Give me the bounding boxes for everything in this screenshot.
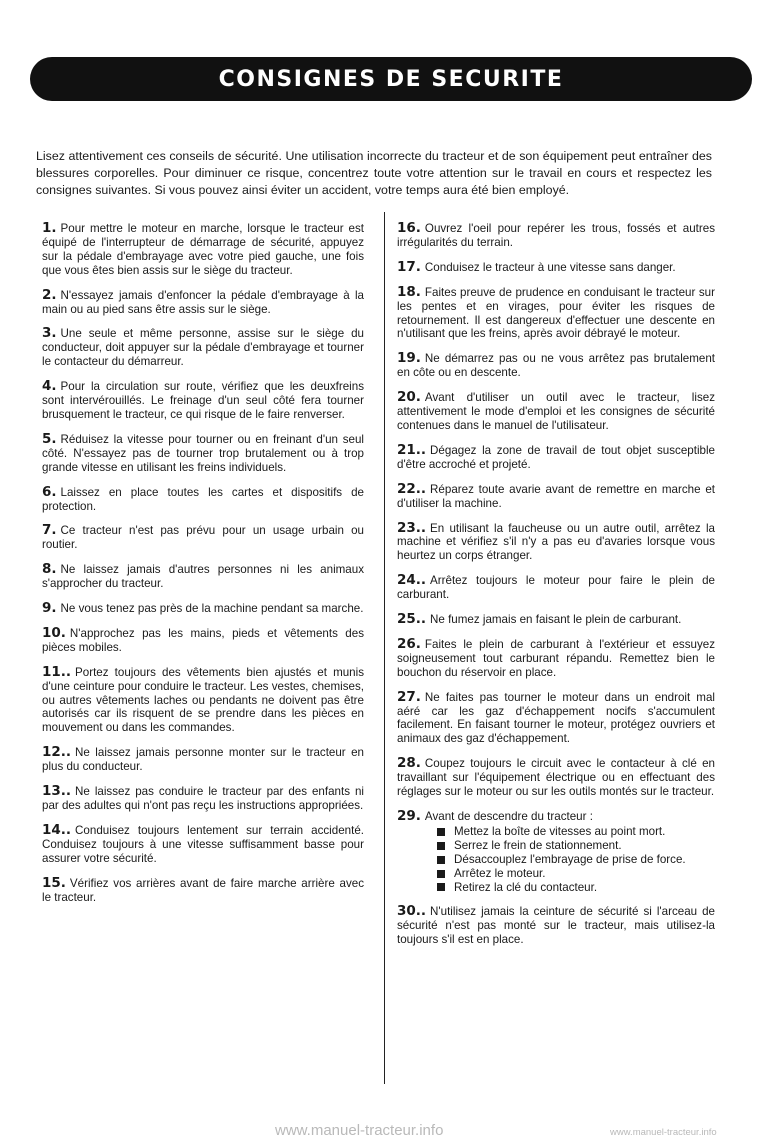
item-text: Conduisez toujours lentement sur terrain accidenté. Conduisez toujours à une vitesse suffisamment basse pour assurer votre sécurité. <box>42 823 364 865</box>
bullet-text: Mettez la boîte de vitesses au point mort. <box>454 824 666 838</box>
item-number: 24.. <box>397 572 427 589</box>
safety-item <box>42 663 364 736</box>
item-text: Ne laissez jamais d'autres personnes ni les animaux s'approcher du tracteur. <box>42 563 364 591</box>
safety-item <box>397 688 715 747</box>
safety-item <box>42 624 364 655</box>
bullet-list <box>397 825 715 895</box>
item-text: Faites le plein de carburant à l'extérieur et essuyez soigneusement tout carburant répandu. Remettez bien le bouchon du réservoir en place. <box>397 637 715 679</box>
item-text: Faites preuve de prudence en conduisant le tracteur sur les pentes et en virages, pour éviter les risques de retournement. Il est dangereux d'effectuer une descente en n'utilisant que les freins, après avoir débrayé le moteur. <box>397 285 715 341</box>
item-text: Avant d'utiliser un outil avec le tracteur, lisez attentivement le mode d'emploi et les consignes de sécurité contenues dans le manuel de l'utilisateur. <box>397 391 715 432</box>
square-bullet-icon <box>437 842 445 850</box>
safety-item <box>42 483 364 514</box>
item-text: Ce tracteur n'est pas prévu pour un usage urbain ou routier. <box>42 524 364 552</box>
item-number: 14.. <box>42 821 72 838</box>
item-number: 21.. <box>397 441 427 458</box>
column-divider <box>384 212 385 1084</box>
safety-item <box>42 430 364 475</box>
safety-item <box>397 905 715 947</box>
item-text: N'utilisez jamais la ceinture de sécurité si l'arceau de sécurité n'est pas monté sur le tracteur, mais utilisez-la toujours s'il est en place. <box>397 905 715 947</box>
item-text: N'essayez jamais d'enfoncer la pédale d'embrayage à la main ou au pied sans être assis sur le siège. <box>42 288 364 316</box>
safety-item <box>397 352 715 380</box>
item-text: Ne vous tenez pas près de la machine pendant sa marche. <box>60 602 364 616</box>
safety-item <box>397 519 715 564</box>
item-number: 26. <box>397 635 421 652</box>
intro-paragraph: Lisez attentivement ces conseils de sécurité. Une utilisation incorrecte du tracteur et de son équipement peut entraîner des blessures corporelles. Pour diminuer ce risque, concentrez toute votre attention sur le travail en cours et respectez les consignes suivantes. Si vous pouvez ainsi éviter un accident, votre temps aura été bien employé. <box>36 149 712 197</box>
safety-item <box>397 441 715 472</box>
item-text: Arrêtez toujours le moteur pour faire le plein de carburant. <box>397 574 715 602</box>
item-text: Conduisez le tracteur à une vitesse sans danger. <box>424 260 676 274</box>
item-number: 6. <box>42 483 57 500</box>
item-text: Coupez toujours le circuit avec le contacteur à clé en travaillant sur l'équipement électrique ou en effectuant des réglages sur le moteur ou sur les outils montés sur le tracteur. <box>397 757 715 799</box>
item-text: Vérifiez vos arrières avant de faire marche arrière avec le tracteur. <box>42 876 364 904</box>
item-number: 30.. <box>397 903 427 920</box>
item-text: Ne faites pas tourner le moteur dans un endroit mal aéré car les gaz d'échappement nocifs s'accumulent facilement. En faisant tourner le moteur, protégez ouvriers et animaux des gaz d'échappement. <box>397 690 715 746</box>
item-number: 10. <box>42 624 66 641</box>
item-text: Portez toujours des vêtements bien ajustés et munis d'une ceinture pour conduire le tracteur. Les vestes, chemises, ou autres vêtements laches ou pendants ne doivent pas être autorisés car ils risquent de se prendre dans les pièces en mouvement ou dans les commandes. <box>42 665 364 735</box>
item-text: Une seule et même personne, assise sur le siège du conducteur, doit appuyer sur la pédale d'embrayage et tourner le contacteur du démarreur. <box>42 327 364 369</box>
bullet-text: Serrez le frein de stationnement. <box>454 838 622 852</box>
item-text: Ne laissez pas conduire le tracteur par des enfants ni par des adultes qui n'ont pas reçu les instructions appropriées. <box>42 785 364 812</box>
item-number: 16. <box>397 220 421 236</box>
item-text: Ne fumez jamais en faisant le plein de carburant. <box>430 613 682 627</box>
watermark-url-small: www.manuel-tracteur.info <box>610 1127 717 1138</box>
safety-item <box>42 746 364 774</box>
bullet-item <box>437 867 715 881</box>
safety-item <box>42 874 364 905</box>
item-number: 7. <box>42 522 57 539</box>
item-number: 1. <box>42 220 57 236</box>
item-number: 11.. <box>42 663 72 680</box>
bullet-text: Arrêtez le moteur. <box>454 866 546 880</box>
safety-item <box>42 524 364 552</box>
safety-item <box>397 258 715 275</box>
square-bullet-icon <box>437 856 445 864</box>
safety-item <box>397 391 715 433</box>
item-number: 15. <box>42 874 66 891</box>
safety-item <box>42 286 364 317</box>
left-column <box>42 222 364 915</box>
item-number: 18. <box>397 283 421 300</box>
item-number: 17. <box>397 258 421 275</box>
item-text: En utilisant la faucheuse ou un autre outil, arrêtez la machine et vérifiez s'il n'y a pas eu d'avaries lorsque vous heurtez un corps étranger. <box>397 521 715 563</box>
safety-item <box>397 635 715 680</box>
square-bullet-icon <box>437 870 445 878</box>
item-text: Réduisez la vitesse pour tourner ou en freinant d'un seul côté. N'essayez pas de tourner trop brutalement ou à trop grande vitesse en utilisant les freins individuels. <box>42 432 364 474</box>
bullet-item <box>437 881 715 895</box>
square-bullet-icon <box>437 828 445 836</box>
item-number: 29. <box>397 808 421 824</box>
item-text: Pour mettre le moteur en marche, lorsque le tracteur est équipé de l'interrupteur de démarrage de sécurité, appuyez sur la pédale d'embrayage avec votre pied gauche, une fois que vous êtes bien assis sur le siège du tracteur. <box>42 222 364 277</box>
safety-item <box>42 563 364 591</box>
safety-item <box>42 821 364 866</box>
item-text: N'approchez pas les mains, pieds et vêtements des pièces mobiles. <box>42 626 364 654</box>
safety-item <box>42 785 364 813</box>
item-number: 28. <box>397 755 421 772</box>
bullet-item <box>437 853 715 867</box>
item-number: 9. <box>42 600 57 617</box>
safety-item <box>42 222 364 278</box>
safety-item <box>397 613 715 627</box>
watermark-url-large: www.manuel-tracteur.info <box>275 1122 444 1139</box>
item-number: 2. <box>42 286 57 303</box>
item-number: 19. <box>397 350 421 367</box>
safety-item <box>397 283 715 342</box>
safety-item-with-bullets <box>397 810 715 894</box>
square-bullet-icon <box>437 883 445 891</box>
safety-item <box>42 380 364 422</box>
item-text: Pour la circulation sur route, vérifiez que les deuxfreins sont intervérouillés. Le freinage d'un seul côté fera tourner brusquement le tracteur, ce qui risque de le faire renverser. <box>42 380 364 421</box>
title-banner <box>30 57 752 101</box>
safety-item <box>397 757 715 799</box>
item-text: Ne démarrez pas ou ne vous arrêtez pas brutalement en côte ou en descente. <box>397 352 715 380</box>
item-number: 23.. <box>397 519 427 536</box>
bullet-text: Désaccouplez l'embrayage de prise de force. <box>454 852 686 866</box>
item-number: 5. <box>42 430 57 447</box>
item-number: 12.. <box>42 744 72 761</box>
item-number: 3. <box>42 325 57 342</box>
safety-item <box>397 222 715 250</box>
page-title: CONSIGNES DE SECURITE <box>218 66 564 92</box>
safety-item <box>397 574 715 602</box>
item-number: 22.. <box>397 480 427 497</box>
bullet-item <box>437 825 715 839</box>
item-number: 27. <box>397 688 421 705</box>
item-text: Ouvrez l'oeil pour repérer les trous, fossés et autres irrégularités du terrain. <box>397 222 715 249</box>
item-number: 20. <box>397 389 421 406</box>
item-number: 8. <box>42 561 57 578</box>
item-text: Dégagez la zone de travail de tout objet susceptible d'être accroché et projeté. <box>397 443 715 471</box>
safety-item <box>397 480 715 511</box>
item-number: 25.. <box>397 611 427 628</box>
bullet-text: Retirez la clé du contacteur. <box>454 880 598 894</box>
item-text: Ne laissez jamais personne monter sur le tracteur en plus du conducteur. <box>42 746 364 774</box>
bullet-item <box>437 839 715 853</box>
item-number: 4. <box>42 378 57 395</box>
right-column <box>397 222 715 958</box>
item-text: Avant de descendre du tracteur : <box>424 810 593 823</box>
safety-item <box>42 327 364 369</box>
item-number: 13.. <box>42 783 72 800</box>
safety-item <box>42 602 364 616</box>
item-text: Réparez toute avarie avant de remettre en marche et d'utiliser la machine. <box>397 482 715 510</box>
item-text: Laissez en place toutes les cartes et dispositifs de protection. <box>42 485 364 513</box>
